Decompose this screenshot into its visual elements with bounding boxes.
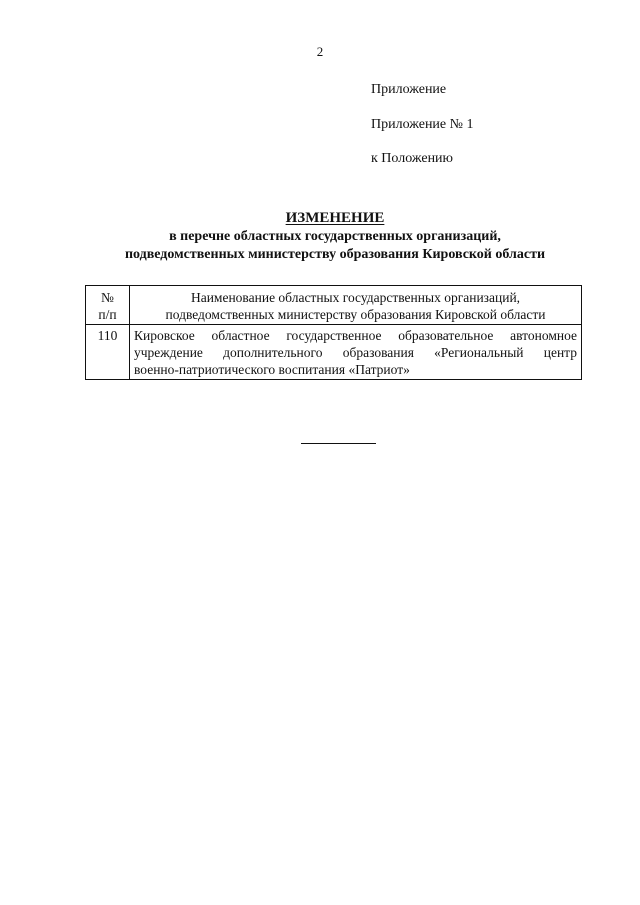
row-name-cell	[130, 325, 582, 380]
appendix-label: Приложение	[371, 82, 447, 97]
row-name-line-2: учреждение дополнительного образования «Региональный центр	[134, 345, 577, 360]
table-header-row	[86, 286, 582, 325]
column-header-number-line-2: п/п	[98, 307, 117, 322]
column-header-name-line-1: Наименование областных государственных организаций,	[190, 290, 521, 305]
row-number-cell	[86, 325, 130, 380]
document-subtitle-line-2: подведомственных министерству образования Кировской области	[124, 247, 546, 262]
row-name-line-1: Кировское областное государственное образовательное автономное	[134, 328, 577, 343]
column-header-number	[86, 286, 130, 325]
document-title: ИЗМЕНЕНИЕ	[285, 210, 385, 226]
appendix-number-label: Приложение № 1	[371, 117, 474, 132]
appendix-reference-label: к Положению	[371, 151, 454, 166]
page-number: 2	[316, 44, 324, 59]
end-separator-line	[301, 443, 376, 444]
column-header-name-line-2: подведомственных министерству образования Кировской области	[165, 307, 546, 322]
row-name-line-3: военно-патриотического воспитания «Патриот»	[134, 362, 410, 377]
column-header-number-line-1: №	[101, 290, 114, 305]
document-subtitle-line-1: в перечне областных государственных организаций,	[169, 229, 501, 244]
organizations-table	[85, 285, 582, 380]
table-row	[86, 325, 582, 380]
row-number: 110	[97, 328, 118, 343]
column-header-name	[130, 286, 582, 325]
